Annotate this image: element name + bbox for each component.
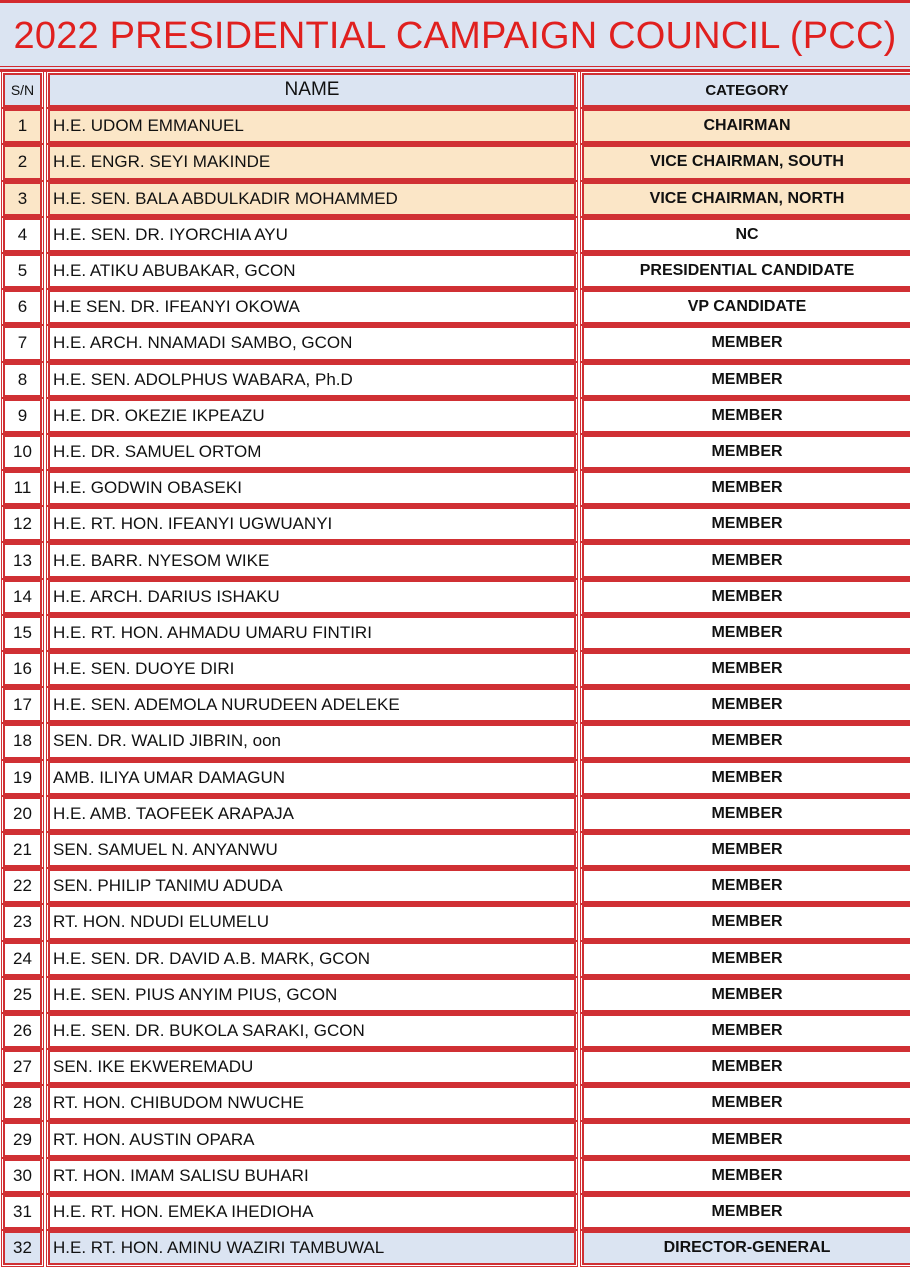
table-row — [0, 615, 910, 651]
row-serial-number: 8 — [3, 363, 42, 397]
row-member-name: SEN. DR. WALID JIBRIN, oon — [48, 724, 576, 758]
row-serial-number: 5 — [3, 254, 42, 288]
row-category: MEMBER — [582, 399, 910, 433]
table-row — [0, 1194, 910, 1230]
row-category: NC — [582, 218, 910, 252]
row-member-name: H.E. AMB. TAOFEEK ARAPAJA — [48, 797, 576, 831]
row-member-name: H.E. SEN. PIUS ANYIM PIUS, GCON — [48, 978, 576, 1012]
row-serial-number: 25 — [3, 978, 42, 1012]
row-serial-number: 29 — [3, 1122, 42, 1156]
table-body — [0, 108, 910, 1266]
row-member-name: H.E. SEN. DR. DAVID A.B. MARK, GCON — [48, 942, 576, 976]
row-member-name: AMB. ILIYA UMAR DAMAGUN — [48, 761, 576, 795]
row-member-name: H.E. UDOM EMMANUEL — [48, 109, 576, 143]
row-category: MEMBER — [582, 363, 910, 397]
row-member-name: SEN. SAMUEL N. ANYANWU — [48, 833, 576, 867]
page-title: 2022 PRESIDENTIAL CAMPAIGN COUNCIL (PCC) — [13, 15, 897, 57]
row-category: MEMBER — [582, 1122, 910, 1156]
row-member-name: H.E. RT. HON. IFEANYI UGWUANYI — [48, 507, 576, 541]
table-row — [0, 941, 910, 977]
row-serial-number: 24 — [3, 942, 42, 976]
row-member-name: H.E. ARCH. DARIUS ISHAKU — [48, 580, 576, 614]
row-category: MEMBER — [582, 326, 910, 360]
row-category: MEMBER — [582, 833, 910, 867]
row-serial-number: 9 — [3, 399, 42, 433]
row-member-name: H.E. ENGR. SEYI MAKINDE — [48, 145, 576, 179]
title-banner — [0, 0, 910, 72]
row-member-name: H.E. GODWIN OBASEKI — [48, 471, 576, 505]
row-category: MEMBER — [582, 435, 910, 469]
row-category: MEMBER — [582, 688, 910, 722]
row-serial-number: 30 — [3, 1159, 42, 1193]
row-category: MEMBER — [582, 1195, 910, 1229]
row-member-name: H.E. SEN. ADOLPHUS WABARA, Ph.D — [48, 363, 576, 397]
row-category: MEMBER — [582, 580, 910, 614]
table-row — [0, 723, 910, 759]
row-category: MEMBER — [582, 761, 910, 795]
row-member-name: H.E. ARCH. NNAMADI SAMBO, GCON — [48, 326, 576, 360]
row-category: MEMBER — [582, 1014, 910, 1048]
row-category: MEMBER — [582, 978, 910, 1012]
row-member-name: H.E. BARR. NYESOM WIKE — [48, 543, 576, 577]
table-row — [0, 1121, 910, 1157]
row-member-name: H.E. SEN. DUOYE DIRI — [48, 652, 576, 686]
row-serial-number: 19 — [3, 761, 42, 795]
row-serial-number: 2 — [3, 145, 42, 179]
table-row — [0, 868, 910, 904]
table-row — [0, 108, 910, 144]
row-serial-number: 22 — [3, 869, 42, 903]
row-serial-number: 28 — [3, 1086, 42, 1120]
row-category: VICE CHAIRMAN, SOUTH — [582, 145, 910, 179]
table-row — [0, 1085, 910, 1121]
row-member-name: H.E. RT. HON. EMEKA IHEDIOHA — [48, 1195, 576, 1229]
row-serial-number: 6 — [3, 290, 42, 324]
row-member-name: H.E. SEN. DR. BUKOLA SARAKI, GCON — [48, 1014, 576, 1048]
table-row — [0, 687, 910, 723]
row-member-name: RT. HON. CHIBUDOM NWUCHE — [48, 1086, 576, 1120]
row-member-name: H.E. SEN. ADEMOLA NURUDEEN ADELEKE — [48, 688, 576, 722]
row-category: MEMBER — [582, 471, 910, 505]
row-category: VICE CHAIRMAN, NORTH — [582, 182, 910, 216]
row-serial-number: 1 — [3, 109, 42, 143]
row-member-name: H.E SEN. DR. IFEANYI OKOWA — [48, 290, 576, 324]
row-serial-number: 7 — [3, 326, 42, 360]
table-row — [0, 832, 910, 868]
row-member-name: H.E. RT. HON. AMINU WAZIRI TAMBUWAL — [48, 1231, 576, 1265]
table-row — [0, 434, 910, 470]
header-category: CATEGORY — [582, 73, 910, 107]
row-serial-number: 15 — [3, 616, 42, 650]
row-serial-number: 21 — [3, 833, 42, 867]
row-serial-number: 12 — [3, 507, 42, 541]
table-row — [0, 579, 910, 615]
table-row — [0, 760, 910, 796]
row-serial-number: 17 — [3, 688, 42, 722]
row-serial-number: 20 — [3, 797, 42, 831]
table-row — [0, 1013, 910, 1049]
row-category: MEMBER — [582, 652, 910, 686]
row-category: MEMBER — [582, 869, 910, 903]
row-category: MEMBER — [582, 942, 910, 976]
row-member-name: RT. HON. IMAM SALISU BUHARI — [48, 1159, 576, 1193]
row-serial-number: 27 — [3, 1050, 42, 1084]
table-row — [0, 796, 910, 832]
row-serial-number: 10 — [3, 435, 42, 469]
table-row — [0, 398, 910, 434]
row-category: CHAIRMAN — [582, 109, 910, 143]
table-row — [0, 506, 910, 542]
header-sn: S/N — [3, 73, 42, 107]
row-category: MEMBER — [582, 724, 910, 758]
table-row — [0, 289, 910, 325]
row-category: MEMBER — [582, 1159, 910, 1193]
row-category: MEMBER — [582, 905, 910, 939]
row-member-name: H.E. RT. HON. AHMADU UMARU FINTIRI — [48, 616, 576, 650]
table-row — [0, 1158, 910, 1194]
table-row — [0, 470, 910, 506]
row-member-name: H.E. SEN. DR. IYORCHIA AYU — [48, 218, 576, 252]
row-category: MEMBER — [582, 507, 910, 541]
row-member-name: RT. HON. AUSTIN OPARA — [48, 1122, 576, 1156]
row-category: MEMBER — [582, 1050, 910, 1084]
table-row — [0, 362, 910, 398]
table-row — [0, 977, 910, 1013]
row-category: MEMBER — [582, 1086, 910, 1120]
row-category: MEMBER — [582, 797, 910, 831]
row-serial-number: 13 — [3, 543, 42, 577]
row-serial-number: 23 — [3, 905, 42, 939]
table-row — [0, 542, 910, 578]
row-serial-number: 18 — [3, 724, 42, 758]
row-category: VP CANDIDATE — [582, 290, 910, 324]
row-serial-number: 31 — [3, 1195, 42, 1229]
table-row — [0, 1049, 910, 1085]
table-row — [0, 1230, 910, 1266]
row-member-name: H.E. SEN. BALA ABDULKADIR MOHAMMED — [48, 182, 576, 216]
row-serial-number: 3 — [3, 182, 42, 216]
row-serial-number: 14 — [3, 580, 42, 614]
row-category: MEMBER — [582, 543, 910, 577]
row-serial-number: 16 — [3, 652, 42, 686]
table-row — [0, 325, 910, 361]
row-category: MEMBER — [582, 616, 910, 650]
table-row — [0, 181, 910, 217]
table-row — [0, 253, 910, 289]
table-row — [0, 217, 910, 253]
row-serial-number: 4 — [3, 218, 42, 252]
table-header-row — [0, 72, 910, 108]
row-member-name: SEN. IKE EKWEREMADU — [48, 1050, 576, 1084]
row-member-name: SEN. PHILIP TANIMU ADUDA — [48, 869, 576, 903]
table-row — [0, 144, 910, 180]
row-member-name: H.E. DR. OKEZIE IKPEAZU — [48, 399, 576, 433]
row-category: DIRECTOR-GENERAL — [582, 1231, 910, 1265]
row-member-name: RT. HON. NDUDI ELUMELU — [48, 905, 576, 939]
row-category: PRESIDENTIAL CANDIDATE — [582, 254, 910, 288]
row-member-name: H.E. ATIKU ABUBAKAR, GCON — [48, 254, 576, 288]
row-member-name: H.E. DR. SAMUEL ORTOM — [48, 435, 576, 469]
row-serial-number: 32 — [3, 1231, 42, 1265]
row-serial-number: 26 — [3, 1014, 42, 1048]
row-serial-number: 11 — [3, 471, 42, 505]
header-name: NAME — [48, 73, 576, 107]
table-row — [0, 904, 910, 940]
council-table — [0, 72, 910, 1266]
table-row — [0, 651, 910, 687]
